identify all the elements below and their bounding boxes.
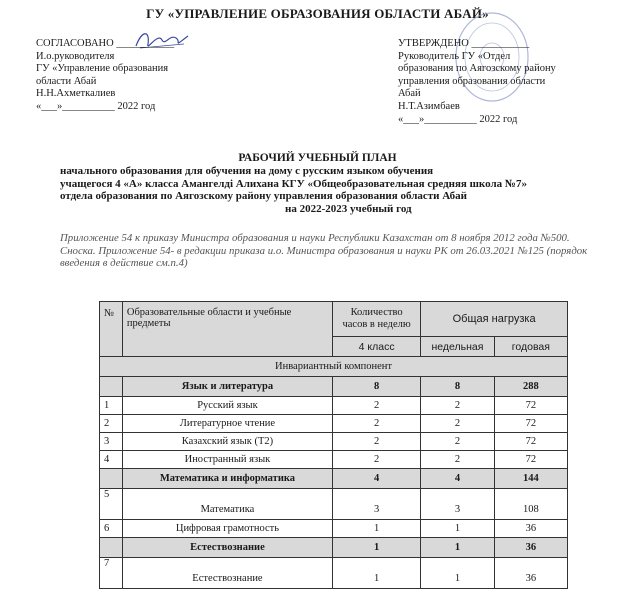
col-number-header: № (100, 302, 123, 357)
agreed-line: Н.Н.Ахметкалиев (36, 88, 116, 100)
row-hours: 2 (333, 397, 421, 415)
row-hours: 3 (333, 489, 421, 520)
row-weekly: 4 (421, 469, 495, 489)
subject-row (100, 433, 568, 451)
row-number (100, 469, 123, 489)
row-name: Цифровая грамотность (122, 520, 332, 538)
subject-row (100, 451, 568, 469)
curriculum-table (99, 301, 568, 589)
row-hours: 1 (333, 520, 421, 538)
subject-row (100, 489, 568, 520)
row-yearly: 108 (494, 489, 567, 520)
agreed-line: «___»__________ 2022 год (36, 100, 156, 112)
row-number: 5 (100, 489, 123, 520)
agreed-block (36, 38, 174, 114)
area-row (100, 538, 568, 558)
agreed-line: ГУ «Управление образования (36, 63, 169, 75)
area-row (100, 377, 568, 397)
row-hours: 8 (333, 377, 421, 397)
row-yearly: 36 (494, 538, 567, 558)
row-yearly: 288 (494, 377, 567, 397)
row-name: Иностранный язык (122, 451, 332, 469)
organization-title: ГУ «УПРАВЛЕНИЕ ОБРАЗОВАНИЯ ОБЛАСТИ АБАЙ» (146, 6, 489, 21)
row-hours: 1 (333, 538, 421, 558)
row-number (100, 377, 123, 397)
subtitle-line: отдела образования по Аягозскому району управления образования области Абай (60, 190, 467, 203)
row-name: Естествознание (122, 558, 332, 589)
row-yearly: 72 (494, 451, 567, 469)
weekly-header: недельная (421, 337, 495, 357)
row-hours: 2 (333, 433, 421, 451)
appendix-note: Приложение 54 к приказу Министра образования и науки Республики Казахстан от 8 ноября 2012 года №500. Сноска. Приложение 54- в редакции приказа и.о. Министра образования и науки РК от 26.03.2021 №125 (порядок введения в действие см.п.4) (60, 232, 588, 270)
subject-row (100, 397, 568, 415)
row-number: 1 (100, 397, 123, 415)
approved-line: образования по Аягозскому району (398, 63, 556, 75)
approved-line: управления образования области (398, 75, 546, 87)
academic-year: на 2022-2023 учебный год (285, 202, 412, 215)
document-title: РАБОЧИЙ УЧЕБНЫЙ ПЛАН (238, 152, 397, 164)
row-name: Язык и литература (122, 377, 332, 397)
approved-line: УТВЕРЖДЕНО ___________ (398, 38, 530, 49)
row-name: Математика и информатика (122, 469, 332, 489)
approved-line: «___»__________ 2022 год (398, 113, 518, 125)
row-name: Естествознание (122, 538, 332, 558)
subject-row (100, 415, 568, 433)
row-number: 6 (100, 520, 123, 538)
subtitle-line: учащегося 4 «А» класса Амангелді Алихана КГУ «Общеобразовательная средняя школа №7» (60, 177, 527, 190)
row-weekly: 2 (421, 451, 495, 469)
row-yearly: 36 (494, 520, 567, 538)
yearly-header: годовая (494, 337, 567, 357)
row-number: 4 (100, 451, 123, 469)
row-yearly: 144 (494, 469, 567, 489)
col-areas-header: Образовательные области и учебные предметы (122, 302, 332, 357)
row-weekly: 2 (421, 397, 495, 415)
subject-row (100, 520, 568, 538)
row-name: Русский язык (122, 397, 332, 415)
subtitle-line: начального образования для обучения на дому с русским языком обучения (60, 165, 434, 177)
col-hours-header: Количество часов в неделю (333, 302, 421, 337)
row-weekly: 1 (421, 520, 495, 538)
row-hours: 2 (333, 415, 421, 433)
row-yearly: 72 (494, 433, 567, 451)
row-name: Литературное чтение (122, 415, 332, 433)
row-name: Казахский язык (Т2) (122, 433, 332, 451)
row-number: 3 (100, 433, 123, 451)
row-number: 7 (100, 558, 123, 589)
subject-row (100, 558, 568, 589)
row-name: Математика (122, 489, 332, 520)
row-number: 2 (100, 415, 123, 433)
row-hours: 2 (333, 451, 421, 469)
row-hours: 4 (333, 469, 421, 489)
approved-line: Абай (398, 88, 421, 100)
row-weekly: 1 (421, 558, 495, 589)
row-number (100, 538, 123, 558)
row-weekly: 8 (421, 377, 495, 397)
row-hours: 1 (333, 558, 421, 589)
row-yearly: 72 (494, 415, 567, 433)
row-weekly: 2 (421, 415, 495, 433)
approved-block (398, 38, 556, 126)
row-yearly: 36 (494, 558, 567, 589)
row-weekly: 3 (421, 489, 495, 520)
agreed-line: СОГЛАСОВАНО ___________ (36, 38, 175, 49)
row-yearly: 72 (494, 397, 567, 415)
row-weekly: 1 (421, 538, 495, 558)
approved-line: Руководитель ГУ «Отдел (398, 50, 511, 62)
approved-line: Н.Т.Азимбаев (398, 100, 460, 112)
agreed-line: И.о.руководителя (36, 50, 115, 62)
grade-header: 4 класс (333, 337, 421, 357)
row-weekly: 2 (421, 433, 495, 451)
area-row (100, 469, 568, 489)
document-subtitle (60, 165, 620, 215)
col-load-header: Общая нагрузка (421, 302, 568, 337)
agreed-line: области Абай (36, 75, 97, 87)
invariant-component: Инвариантный компонент (100, 357, 568, 377)
